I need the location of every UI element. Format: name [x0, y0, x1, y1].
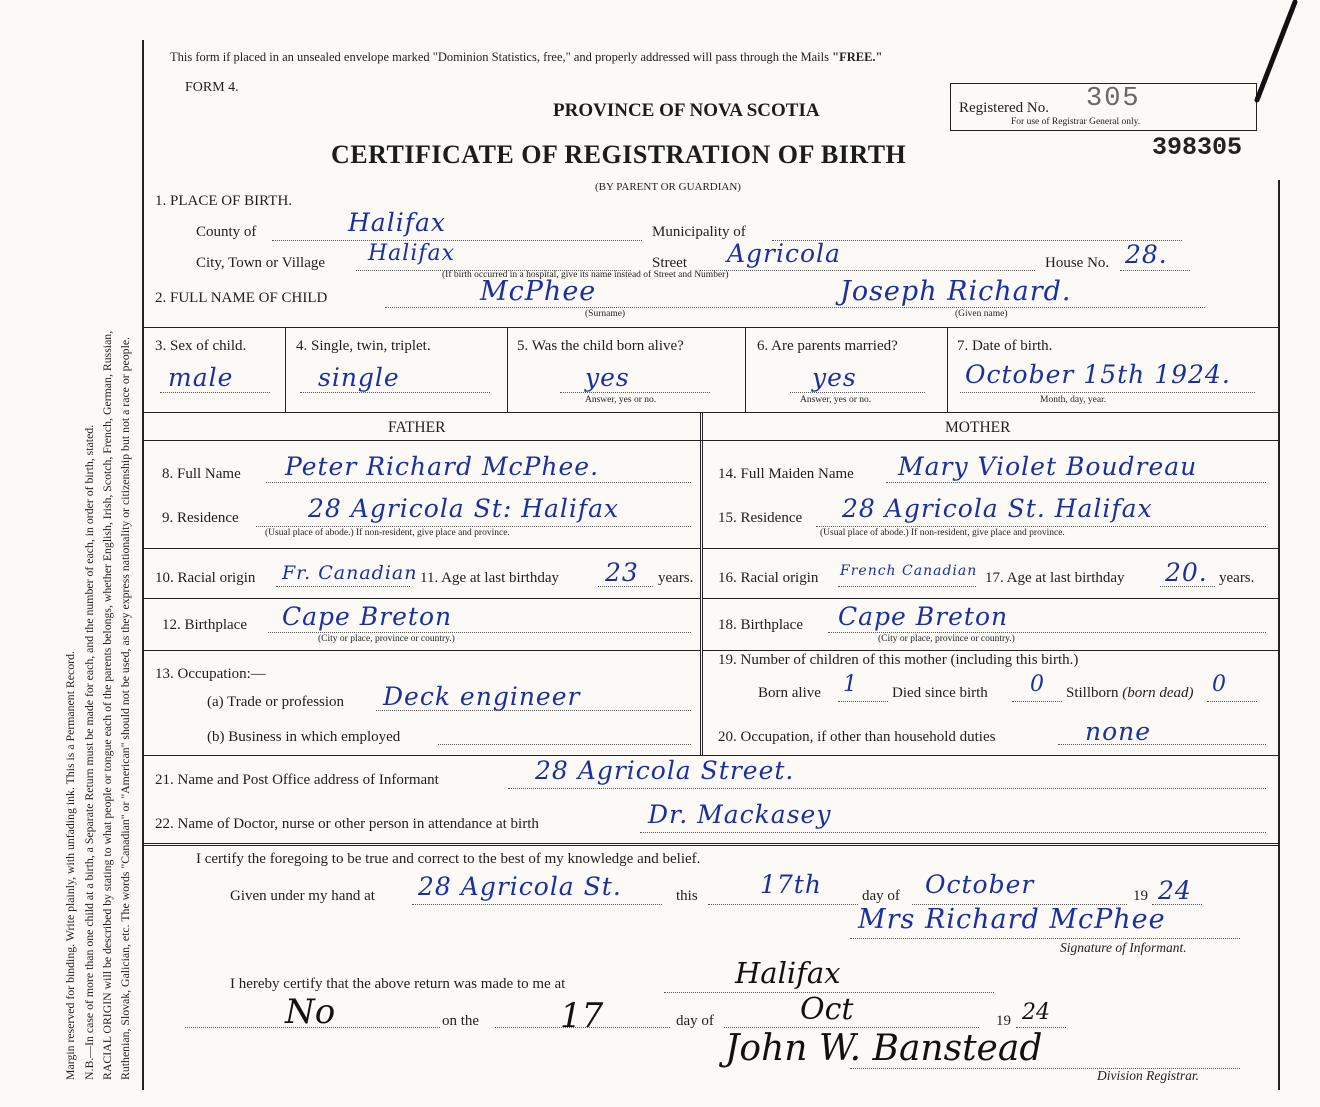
county-label: County of: [196, 224, 257, 240]
alive-caption: Answer, yes or no.: [585, 395, 657, 405]
born-alive-value: 1: [843, 672, 858, 697]
certification-statement: I certify the foregoing to be true and correct to the best of my knowledge and belief.: [196, 851, 701, 867]
informant-label: 21. Name and Post Office address of Informant: [155, 772, 439, 788]
registrar-day-value: 17: [560, 996, 604, 1036]
stillborn-label: Stillborn (born dead): [1066, 685, 1194, 701]
registered-value: 305: [1086, 84, 1141, 114]
registrar-year-value: 24: [1022, 1000, 1050, 1025]
mother-residence-value: 28 Agricola St. Halifax: [842, 494, 1153, 523]
plurality-label: 4. Single, twin, triplet.: [296, 338, 431, 354]
mother-age-value: 20.: [1165, 558, 1208, 587]
registrar-caption: Division Registrar.: [1097, 1068, 1200, 1083]
registrar-month-value: Oct: [800, 992, 854, 1027]
mother-occupation-label: 20. Occupation, if other than household duties: [718, 729, 996, 745]
mother-racial-value: French Canadian: [840, 563, 978, 579]
registrar-use-note: For use of Registrar General only.: [1011, 117, 1141, 127]
margin-note-multiple-births: N.B.—In case of more than one child at a birth, a Separate Return must be made for each, and the number of each, in order of birth, stated.: [82, 424, 96, 1080]
mail-notice: This form if placed in an unsealed envelope marked "Dominion Statistics, free," and properly addressed will pass through the Mails "FREE.": [170, 50, 883, 64]
house-value: 28.: [1125, 240, 1168, 269]
child-surname: McPhee: [480, 276, 597, 307]
mother-name-label: 14. Full Maiden Name: [718, 466, 854, 482]
married-label: 6. Are parents married?: [757, 338, 898, 354]
dob-caption: Month, day, year.: [1040, 395, 1107, 405]
father-birthplace-caption: (City or place, province or country.): [318, 634, 455, 644]
registrar-place-value: Halifax: [735, 956, 841, 990]
house-label: House No.: [1045, 255, 1110, 271]
informant-signature: Mrs Richard McPhee: [858, 904, 1166, 935]
father-age-label: 11. Age at last birthday: [420, 570, 559, 586]
father-business-label: (b) Business in which employed: [207, 729, 401, 745]
given-month-value: October: [925, 870, 1035, 899]
father-age-years: years.: [658, 570, 694, 586]
place-of-birth-label: 1. PLACE OF BIRTH.: [155, 193, 293, 209]
father-name-label: 8. Full Name: [162, 466, 241, 482]
father-name-value: Peter Richard McPhee.: [285, 452, 600, 481]
father-racial-label: 10. Racial origin: [155, 570, 256, 586]
pen-mark: [1225, 0, 1305, 110]
father-birthplace-label: 12. Birthplace: [162, 617, 247, 633]
given-day-label: day of: [862, 888, 900, 904]
informant-value: 28 Agricola Street.: [535, 756, 795, 785]
alive-value: yes: [585, 363, 630, 392]
certificate-subtitle: (BY PARENT OR GUARDIAN): [595, 181, 741, 193]
mother-birthplace-value: Cape Breton: [838, 602, 1009, 631]
mother-heading: MOTHER: [945, 419, 1011, 436]
mother-racial-label: 16. Racial origin: [718, 570, 819, 586]
registrar-signature: John W. Banstead: [725, 1028, 1043, 1069]
city-value: Halifax: [368, 241, 456, 266]
province-title: PROVINCE OF NOVA SCOTIA: [553, 100, 820, 121]
doctor-value: Dr. Mackasey: [648, 800, 832, 829]
father-residence-value: 28 Agricola St: Halifax: [308, 494, 620, 523]
died-label: Died since birth: [892, 685, 988, 701]
mother-birthplace-label: 18. Birthplace: [718, 617, 803, 633]
registered-label: Registered No.: [959, 100, 1049, 116]
mother-residence-label: 15. Residence: [718, 510, 803, 526]
street-value: Agricola: [727, 239, 841, 268]
mother-children-label: 19. Number of children of this mother (including this birth.): [718, 652, 1079, 668]
given-name-caption: (Given name): [955, 309, 1008, 319]
dob-label: 7. Date of birth.: [957, 338, 1053, 354]
mother-age-years: years.: [1219, 570, 1255, 586]
dob-value: October 15th 1924.: [965, 360, 1231, 389]
father-residence-caption: (Usual place of abode.) If non-resident, give place and province.: [265, 528, 510, 538]
father-heading: FATHER: [388, 419, 446, 436]
given-day-value: 17th: [760, 870, 822, 899]
given-year-prefix: 19: [1133, 888, 1148, 904]
mother-birthplace-caption: (City or place, province or country.): [878, 634, 1015, 644]
registrar-year-prefix: 19: [996, 1013, 1011, 1029]
given-label: Given under my hand at: [230, 888, 375, 904]
certificate-title: CERTIFICATE OF REGISTRATION OF BIRTH: [331, 140, 907, 169]
mother-age-label: 17. Age at last birthday: [985, 570, 1125, 586]
child-given-name: Joseph Richard.: [840, 276, 1072, 307]
given-year-value: 24: [1158, 876, 1192, 905]
father-birthplace-value: Cape Breton: [282, 602, 453, 631]
sex-value: male: [168, 363, 234, 392]
surname-caption: (Surname): [585, 309, 626, 319]
father-residence-label: 9. Residence: [162, 510, 239, 526]
mother-name-value: Mary Violet Boudreau: [898, 452, 1198, 481]
alive-label: 5. Was the child born alive?: [517, 338, 684, 354]
mother-residence-caption: (Usual place of abode.) If non-resident, give place and province.: [820, 528, 1065, 538]
married-caption: Answer, yes or no.: [800, 395, 872, 405]
father-occupation-label: 13. Occupation:—: [155, 666, 266, 682]
city-label: City, Town or Village: [196, 255, 326, 271]
registered-box: [950, 83, 1257, 131]
margin-note-racial-origin: RACIAL ORIGIN will be described by stating to what people or tongue each of the parents belongs, whether English, Irish, Scotch, French, German, Russian,: [100, 330, 114, 1080]
given-this-label: this: [676, 888, 698, 904]
father-trade-label: (a) Trade or profession: [207, 694, 345, 710]
died-value: 0: [1030, 672, 1045, 697]
given-place-value: 28 Agricola St.: [418, 872, 622, 901]
mother-occupation-value: none: [1085, 717, 1152, 746]
father-racial-value: Fr. Canadian: [282, 562, 418, 584]
child-name-label: 2. FULL NAME OF CHILD: [155, 290, 328, 306]
born-alive-label: Born alive: [758, 685, 821, 701]
margin-note-binding: Margin reserved for binding. Write plainly, with unfading ink. This is a Permanent Record.: [63, 651, 77, 1080]
registrar-number-value: No: [285, 992, 336, 1032]
margin-note-racial-origin-2: Ruthenian, Slovak, Galician, etc. The words "Canadian" or "American" should not be used, as they express nationality or citizenship but not a race or people.: [118, 336, 132, 1080]
registrar-statement: I hereby certify that the above return was made to me at: [230, 976, 566, 992]
father-age-value: 23: [605, 558, 639, 587]
married-value: yes: [812, 363, 857, 392]
informant-signature-caption: Signature of Informant.: [1060, 940, 1187, 955]
street-label: Street: [652, 255, 687, 271]
father-trade-value: Deck engineer: [383, 682, 581, 711]
sex-label: 3. Sex of child.: [155, 338, 247, 354]
registrar-on-label: on the: [442, 1013, 480, 1029]
stillborn-value: 0: [1212, 672, 1227, 697]
plurality-value: single: [318, 363, 400, 392]
hospital-note: (If birth occurred in a hospital, give its name instead of Street and Number): [442, 270, 729, 280]
municipality-label: Municipality of: [652, 224, 746, 240]
stamp-number: 398305: [1152, 133, 1243, 162]
county-value: Halifax: [348, 208, 446, 237]
doctor-label: 22. Name of Doctor, nurse or other person in attendance at birth: [155, 816, 539, 832]
registrar-day-label: day of: [676, 1013, 714, 1029]
form-number: FORM 4.: [185, 80, 239, 95]
